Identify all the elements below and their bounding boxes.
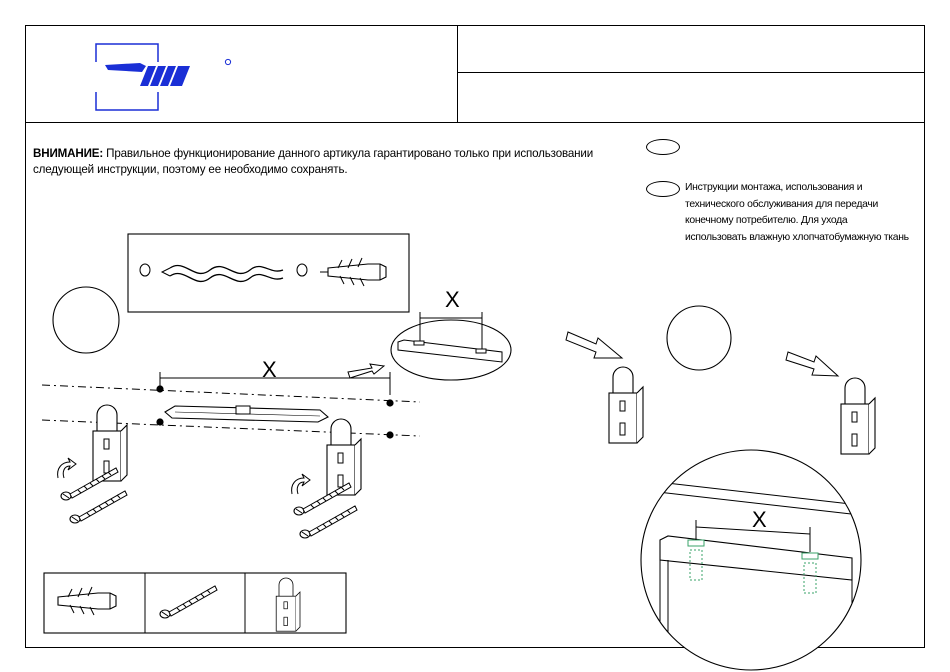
dimension-x-main: X <box>262 357 277 382</box>
dimension-x-circle: X <box>752 507 767 532</box>
rotate-arrow-icon <box>58 458 76 478</box>
step-circle-1 <box>53 287 119 353</box>
bracket-icon <box>93 405 127 481</box>
warning-body: Правильное функционирование данного артикула гарантировано только при использовании следующей инструкции, поэтому ее необходимо сохранять. <box>33 147 594 176</box>
arrow-icon <box>566 332 622 358</box>
arrow-icon <box>786 352 838 376</box>
maintenance-note: Инструкции монтажа, использования и технического обслуживания для передачи конечному потребителю. Для ухода использовать влажную хлопчатобумажную ткань <box>685 182 909 243</box>
step-circle-2 <box>667 306 731 370</box>
bracket-icon <box>609 367 643 443</box>
arrow-icon <box>348 364 384 378</box>
dimension-x-detail: X <box>445 287 460 312</box>
guide-line-top <box>42 385 420 402</box>
bracket-icon <box>841 378 875 454</box>
rotate-arrow-icon <box>292 474 310 494</box>
bracket-icon <box>327 419 361 495</box>
screw-icon <box>61 468 118 500</box>
warning-label: ВНИМАНИЕ: <box>33 147 104 160</box>
spirit-level-icon <box>165 406 328 422</box>
screw-icon <box>294 483 351 515</box>
screw-icon <box>70 491 127 523</box>
